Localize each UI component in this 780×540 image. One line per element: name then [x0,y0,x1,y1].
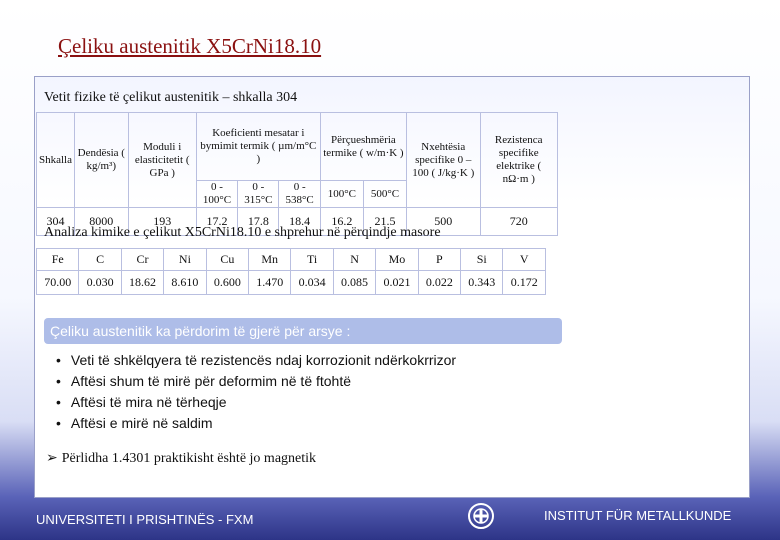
element-header: Ti [291,249,333,271]
list-item: • Aftësi shum të mirë për deformim në të ftohtë [56,371,456,392]
col-p2: 500°C [363,181,406,208]
element-value: 0.022 [418,271,460,295]
table-cell: 16.2 [320,208,363,236]
element-value: 0.343 [461,271,503,295]
element-header: V [503,249,546,271]
element-header: Ni [164,249,206,271]
element-header: Fe [37,249,79,271]
list-item: • Aftësi të mira në tërheqje [56,392,456,413]
table-cell: 720 [480,208,558,236]
element-value: 0.600 [206,271,248,295]
element-header: Si [461,249,503,271]
col-moduli: Moduli i elasticitetit ( GPa ) [128,113,196,208]
element-header: Mn [249,249,291,271]
col-percueshmeria: Përçueshmëria termike ( w/m·K ) [320,113,406,181]
list-item: • Veti të shkëlqyera të rezistencës ndaj korrozionit ndërkokrrizor [56,350,456,371]
university-logo [467,502,495,530]
element-value: 0.030 [79,271,121,295]
element-value: 0.172 [503,271,546,295]
chemical-analysis-table [36,248,546,295]
element-value: 0.034 [291,271,333,295]
col-p1: 100°C [320,181,363,208]
list-item: • Aftësi e mirë në saldim [56,413,456,434]
arrow-right-icon: ➢ [46,450,58,466]
footer-university: UNIVERSITETI I PRISHTINËS - FXM [36,512,254,527]
table-cell: 18.4 [279,208,320,236]
col-k2: 0 - 315°C [238,181,279,208]
element-header: Cu [206,249,248,271]
table-cell: 193 [128,208,196,236]
table-cell: 17.2 [196,208,237,236]
col-rezistenca: Rezistenca specifike elektrike ( nΩ·m ) [480,113,558,208]
table-cell: 8000 [75,208,129,236]
col-shkalla: Shkalla [37,113,75,208]
element-header: P [418,249,460,271]
element-value: 0.085 [333,271,375,295]
col-dendesia: Dendësia ( kg/m³) [75,113,129,208]
physical-properties-caption: Vetit fizike të çelikut austenitik – shkalla 304 [44,90,298,105]
table-cell: 17.8 [238,208,279,236]
element-value: 1.470 [249,271,291,295]
col-koeficienti: Koeficienti mesatar i bymimit termik ( µm/m°C ) [196,113,320,181]
table-cell: 500 [407,208,480,236]
physical-properties-table [36,112,558,236]
col-k3: 0 - 538°C [279,181,320,208]
element-header: C [79,249,121,271]
element-header: Cr [121,249,163,271]
element-header: N [333,249,375,271]
element-value: 18.62 [121,271,163,295]
table-cell: 21.5 [363,208,406,236]
usage-list [56,350,456,434]
magnetic-note [46,450,316,467]
element-value: 70.00 [37,271,79,295]
table-cell: 304 [37,208,75,236]
page-title: Çeliku austenitik X5CrNi18.10 [58,34,322,58]
footer-institute: INSTITUT FÜR METALLKUNDE [544,508,732,523]
element-value: 8.610 [164,271,206,295]
chemical-analysis-caption: Analiza kimike e çelikut X5CrNi18.10 e shprehur në përqindje masore [44,225,441,240]
usage-heading: Çeliku austenitik ka përdorim të gjerë për arsye : [44,318,562,344]
col-nxehtesia: Nxehtësia specifike 0 – 100 ( J/kg·K ) [407,113,480,208]
col-k1: 0 - 100°C [196,181,237,208]
element-value: 0.021 [376,271,418,295]
element-header: Mo [376,249,418,271]
note-text: Përlidha 1.4301 praktikisht është jo magnetik [61,451,317,466]
